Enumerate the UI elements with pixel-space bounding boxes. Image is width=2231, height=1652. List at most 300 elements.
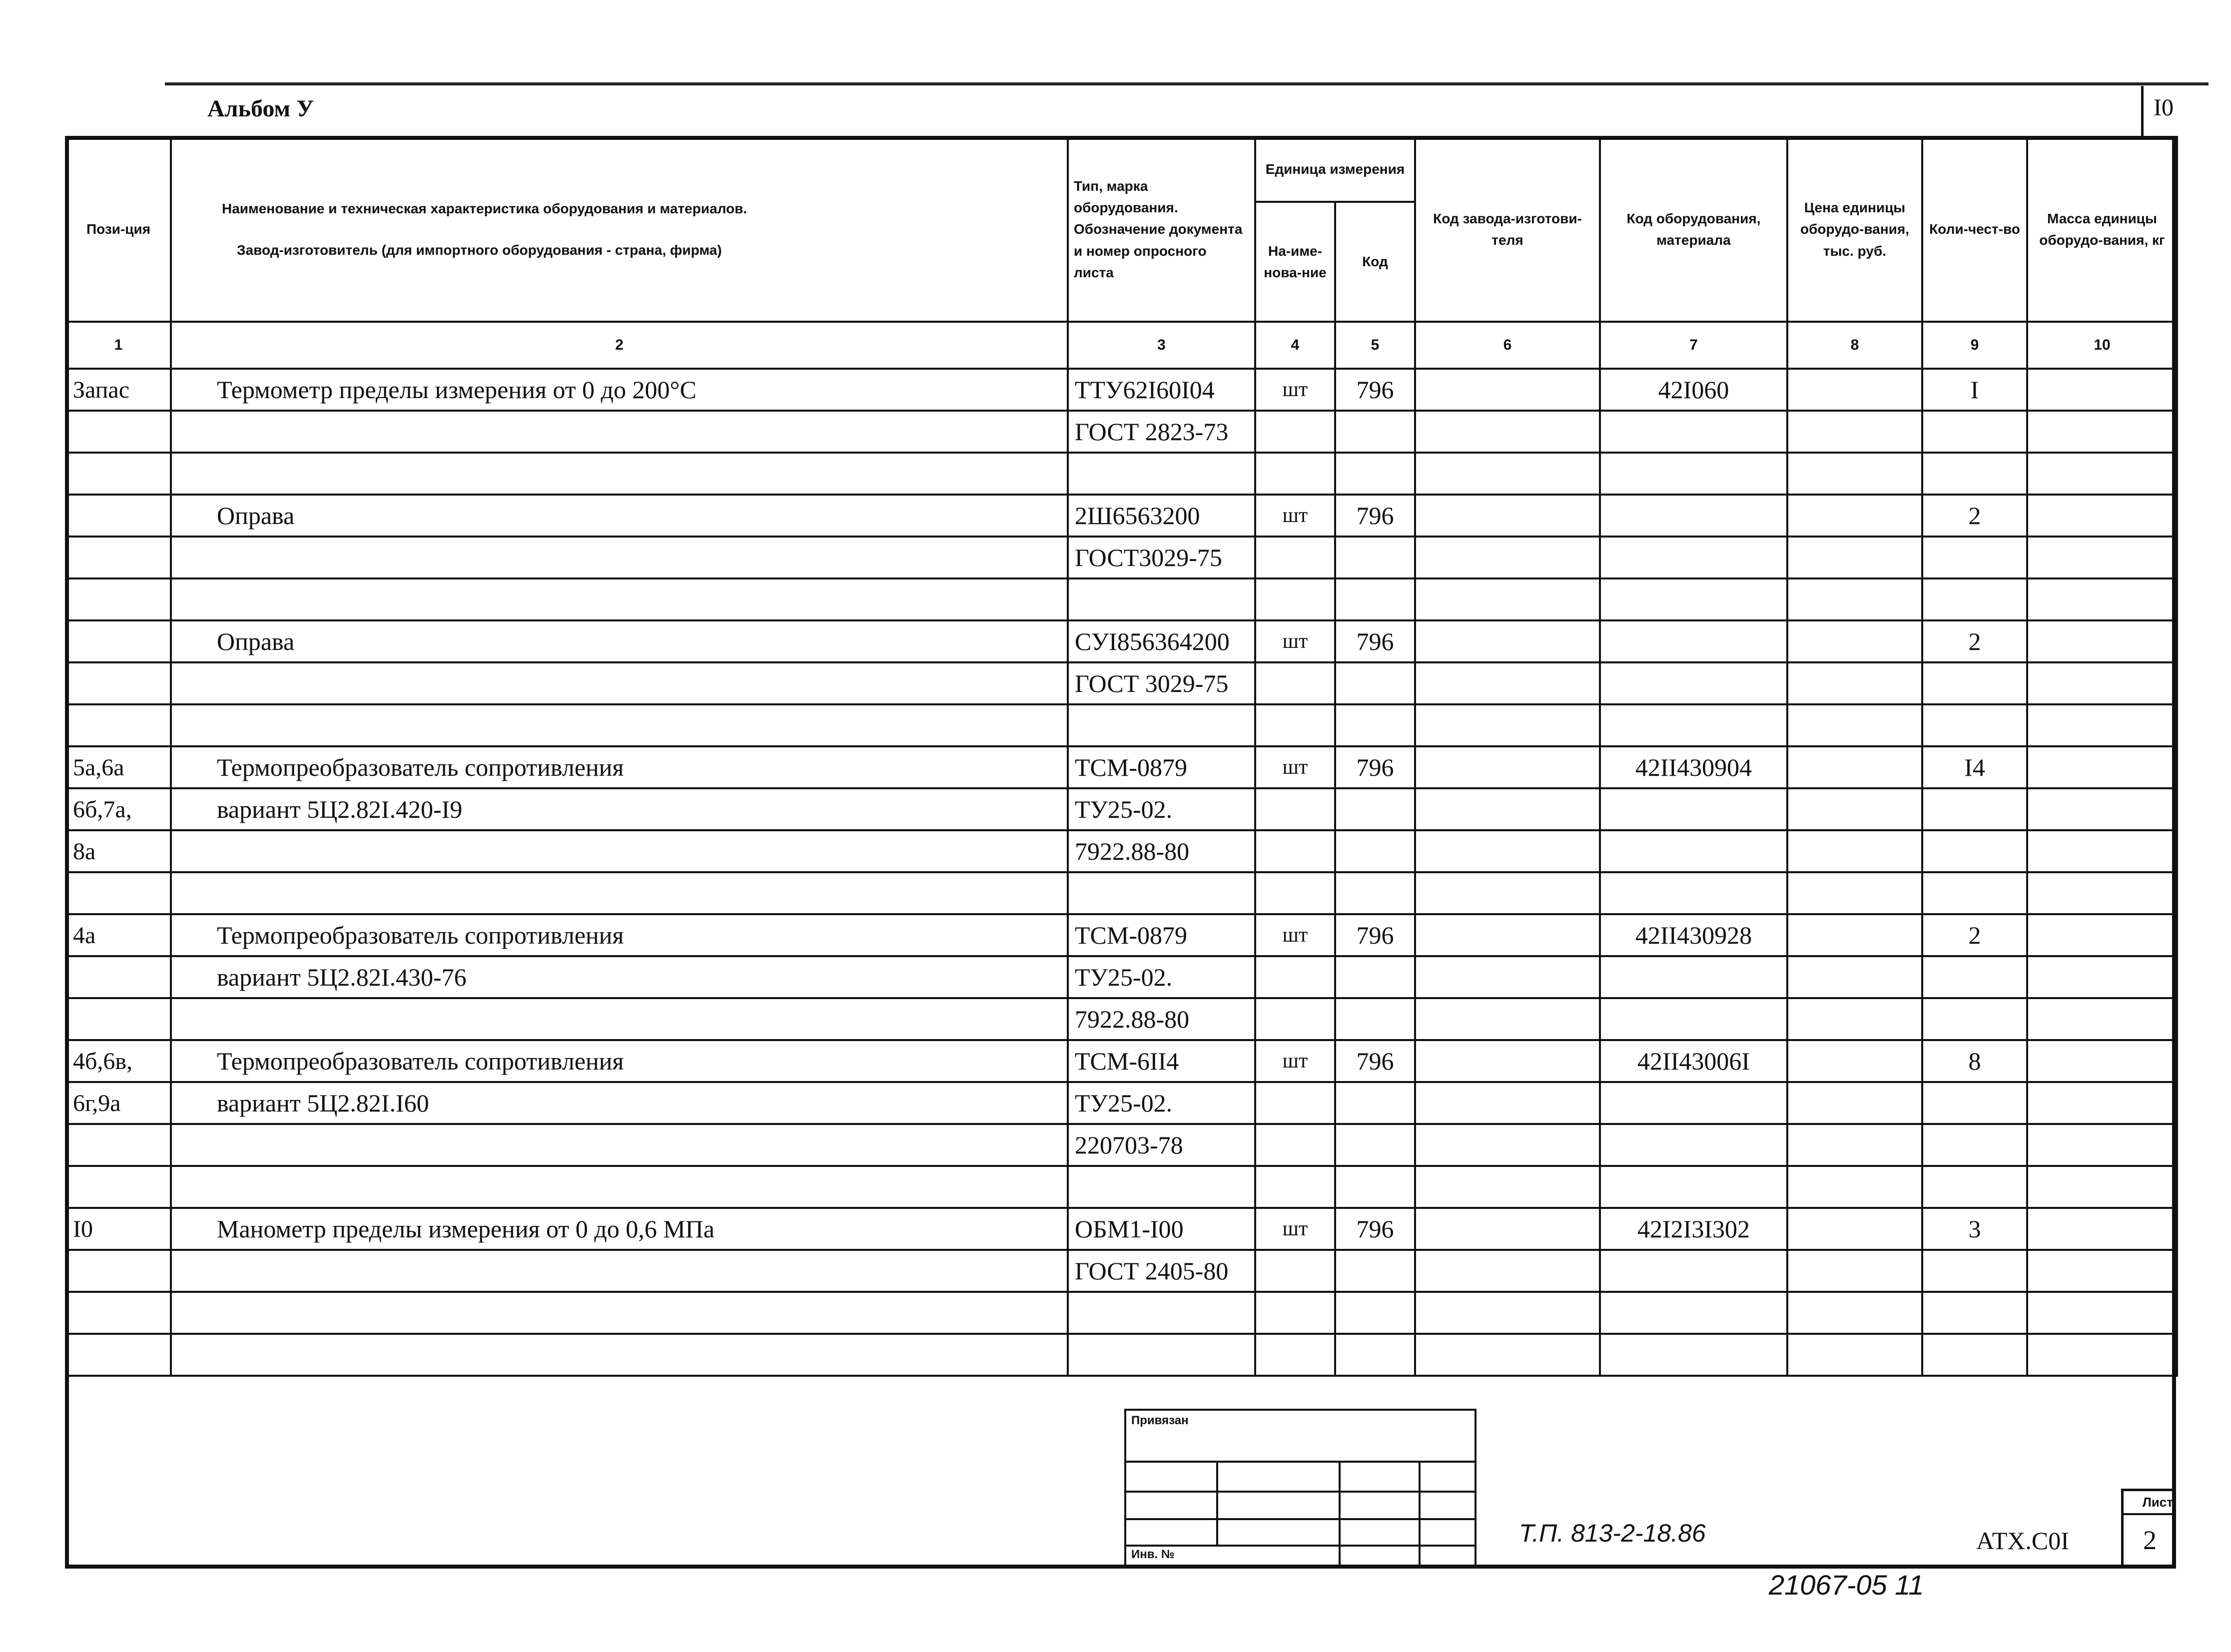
- row-name: Оправа: [171, 620, 1068, 662]
- stamp-rule: [1339, 1461, 1341, 1567]
- row-unit-code: [1335, 1166, 1415, 1208]
- stamp-rule: [1126, 1545, 1475, 1547]
- row-unit-code: 796: [1335, 1208, 1415, 1250]
- document-designation: АТХ.С0I: [1976, 1527, 2069, 1555]
- row-maker-code: [1415, 872, 1600, 914]
- table-row: [66, 998, 2177, 1040]
- row-position: [66, 662, 171, 704]
- row-mass: [2027, 1040, 2177, 1082]
- row-maker-code: [1415, 411, 1600, 453]
- row-name: Термопреобразователь сопротивления: [171, 1040, 1068, 1082]
- row-mass: [2027, 1166, 2177, 1208]
- row-equipment-code: [1600, 998, 1787, 1040]
- row-unit: [1255, 1250, 1335, 1292]
- row-unit-code: [1335, 1124, 1415, 1166]
- row-equipment-code: 42II430928: [1600, 914, 1787, 956]
- table-row: [66, 662, 2177, 704]
- row-equipment-code: [1600, 495, 1787, 537]
- row-mass: [2027, 1208, 2177, 1250]
- row-maker-code: [1415, 453, 1600, 495]
- row-maker-code: [1415, 1124, 1600, 1166]
- table-row: [66, 1292, 2177, 1334]
- header-price: Цена единицы оборудо-вания, тыс. руб.: [1787, 137, 1922, 322]
- column-number: 6: [1415, 322, 1600, 369]
- row-position: [66, 872, 171, 914]
- row-position: 4а: [66, 914, 171, 956]
- column-number: 8: [1787, 322, 1922, 369]
- row-position: [66, 1124, 171, 1166]
- row-price: [1787, 998, 1922, 1040]
- row-unit-code: [1335, 1292, 1415, 1334]
- row-unit-code: [1335, 956, 1415, 998]
- row-type: ТСМ-0879: [1068, 914, 1255, 956]
- row-price: [1787, 495, 1922, 537]
- row-maker-code: [1415, 788, 1600, 830]
- row-position: [66, 1166, 171, 1208]
- row-unit: [1255, 537, 1335, 578]
- row-equipment-code: [1600, 1166, 1787, 1208]
- row-unit-code: 796: [1335, 369, 1415, 411]
- row-type: [1068, 578, 1255, 620]
- album-label: Альбом У: [207, 95, 314, 122]
- top-rule: [165, 82, 2209, 85]
- row-name: Оправа: [171, 495, 1068, 537]
- row-price: [1787, 1082, 1922, 1124]
- row-name: [171, 453, 1068, 495]
- row-unit-code: [1335, 704, 1415, 746]
- row-equipment-code: [1600, 830, 1787, 872]
- row-type: [1068, 453, 1255, 495]
- row-position: [66, 578, 171, 620]
- row-unit-code: [1335, 537, 1415, 578]
- row-quantity: 2: [1922, 495, 2027, 537]
- row-unit: [1255, 788, 1335, 830]
- header-unit-group: Единица измерения: [1255, 137, 1415, 202]
- row-unit: шт: [1255, 746, 1335, 788]
- row-mass: [2027, 704, 2177, 746]
- sheet-label: Лист: [2124, 1491, 2176, 1515]
- row-maker-code: [1415, 704, 1600, 746]
- row-quantity: [1922, 662, 2027, 704]
- row-mass: [2027, 830, 2177, 872]
- table-row: [66, 788, 2177, 830]
- row-name: [171, 578, 1068, 620]
- row-name: вариант 5Ц2.82I.430-76: [171, 956, 1068, 998]
- row-quantity: [1922, 1166, 2027, 1208]
- header-name-line1: Наименование и техническая характеристика оборудования и материалов.: [222, 200, 747, 216]
- column-number: 4: [1255, 322, 1335, 369]
- table-row: [66, 537, 2177, 578]
- row-unit: шт: [1255, 914, 1335, 956]
- table-row: [66, 956, 2177, 998]
- row-unit: [1255, 1082, 1335, 1124]
- row-mass: [2027, 495, 2177, 537]
- row-price: [1787, 453, 1922, 495]
- table-row: [66, 1082, 2177, 1124]
- row-maker-code: [1415, 1292, 1600, 1334]
- row-quantity: [1922, 1250, 2027, 1292]
- row-type: [1068, 872, 1255, 914]
- row-maker-code: [1415, 1040, 1600, 1082]
- row-equipment-code: [1600, 704, 1787, 746]
- row-position: 4б,6в,: [66, 1040, 171, 1082]
- row-price: [1787, 1208, 1922, 1250]
- column-number: 10: [2027, 322, 2177, 369]
- row-price: [1787, 411, 1922, 453]
- row-maker-code: [1415, 830, 1600, 872]
- row-position: [66, 537, 171, 578]
- row-mass: [2027, 872, 2177, 914]
- table-row: [66, 369, 2177, 411]
- row-equipment-code: 42I2I3I302: [1600, 1208, 1787, 1250]
- row-quantity: [1922, 1124, 2027, 1166]
- table-row: [66, 1124, 2177, 1166]
- document-number: Т.П. 813-2-18.86: [1519, 1519, 1706, 1547]
- column-number: 5: [1335, 322, 1415, 369]
- row-maker-code: [1415, 537, 1600, 578]
- column-number: 2: [171, 322, 1068, 369]
- row-position: [66, 411, 171, 453]
- row-mass: [2027, 620, 2177, 662]
- row-unit: шт: [1255, 1040, 1335, 1082]
- row-type: ГОСТ 3029-75: [1068, 662, 1255, 704]
- row-quantity: [1922, 704, 2027, 746]
- row-position: I0: [66, 1208, 171, 1250]
- row-equipment-code: 42II43006I: [1600, 1040, 1787, 1082]
- header-mass: Масса единицы оборудо-вания, кг: [2027, 137, 2177, 322]
- row-position: [66, 998, 171, 1040]
- row-position: 8а: [66, 830, 171, 872]
- row-mass: [2027, 1124, 2177, 1166]
- row-type: 2Ш6563200: [1068, 495, 1255, 537]
- row-quantity: 2: [1922, 620, 2027, 662]
- row-type: СУI856364200: [1068, 620, 1255, 662]
- row-price: [1787, 578, 1922, 620]
- row-mass: [2027, 578, 2177, 620]
- row-name: [171, 1166, 1068, 1208]
- row-equipment-code: [1600, 411, 1787, 453]
- row-quantity: [1922, 1292, 2027, 1334]
- row-name: [171, 704, 1068, 746]
- row-mass: [2027, 1292, 2177, 1334]
- row-type: 7922.88-80: [1068, 998, 1255, 1040]
- row-unit-code: [1335, 830, 1415, 872]
- row-position: 6б,7а,: [66, 788, 171, 830]
- row-unit-code: 796: [1335, 1040, 1415, 1082]
- header-unit-code: Код: [1335, 202, 1415, 322]
- header-equipment-code: Код оборудования, материала: [1600, 137, 1787, 322]
- row-unit-code: [1335, 1250, 1415, 1292]
- header-name: [171, 137, 1068, 322]
- table-row: [66, 1040, 2177, 1082]
- row-unit: [1255, 453, 1335, 495]
- row-maker-code: [1415, 1082, 1600, 1124]
- row-position: [66, 620, 171, 662]
- row-equipment-code: [1600, 620, 1787, 662]
- stamp-rule: [1216, 1461, 1218, 1545]
- row-unit: [1255, 1334, 1335, 1376]
- row-equipment-code: [1600, 537, 1787, 578]
- row-unit-code: 796: [1335, 495, 1415, 537]
- row-price: [1787, 788, 1922, 830]
- row-unit-code: [1335, 453, 1415, 495]
- row-maker-code: [1415, 1250, 1600, 1292]
- row-type: ОБМ1-I00: [1068, 1208, 1255, 1250]
- header-position: Пози-ция: [66, 137, 171, 322]
- table-row: [66, 578, 2177, 620]
- row-quantity: [1922, 998, 2027, 1040]
- row-unit-code: [1335, 1082, 1415, 1124]
- row-unit: шт: [1255, 1208, 1335, 1250]
- row-mass: [2027, 788, 2177, 830]
- row-quantity: [1922, 788, 2027, 830]
- row-mass: [2027, 914, 2177, 956]
- row-equipment-code: 42I060: [1600, 369, 1787, 411]
- row-position: 6г,9а: [66, 1082, 171, 1124]
- table-row: [66, 411, 2177, 453]
- row-unit: шт: [1255, 495, 1335, 537]
- row-position: [66, 453, 171, 495]
- sheet-number-box: [2121, 1489, 2176, 1568]
- header-type: Тип, марка оборудования. Обозначение документа и номер опросного листа: [1068, 137, 1255, 322]
- column-number: 9: [1922, 322, 2027, 369]
- row-type: ТСМ-6II4: [1068, 1040, 1255, 1082]
- row-name: [171, 872, 1068, 914]
- header-quantity: Коли-чест-во: [1922, 137, 2027, 322]
- row-unit-code: 796: [1335, 620, 1415, 662]
- row-equipment-code: [1600, 578, 1787, 620]
- row-position: [66, 495, 171, 537]
- row-quantity: 2: [1922, 914, 2027, 956]
- table-row: [66, 1208, 2177, 1250]
- row-type: ГОСТ3029-75: [1068, 537, 1255, 578]
- row-mass: [2027, 411, 2177, 453]
- table-row: [66, 620, 2177, 662]
- row-unit-code: [1335, 872, 1415, 914]
- row-name: вариант 5Ц2.82I.420-I9: [171, 788, 1068, 830]
- row-unit-code: [1335, 578, 1415, 620]
- row-mass: [2027, 1082, 2177, 1124]
- row-quantity: [1922, 537, 2027, 578]
- row-position: [66, 1334, 171, 1376]
- equipment-specification-table: [65, 136, 2178, 1377]
- row-unit: [1255, 704, 1335, 746]
- page-number-box: [2141, 86, 2184, 136]
- row-quantity: [1922, 453, 2027, 495]
- row-mass: [2027, 746, 2177, 788]
- row-maker-code: [1415, 746, 1600, 788]
- row-name: Термопреобразователь сопротивления: [171, 914, 1068, 956]
- row-price: [1787, 1166, 1922, 1208]
- row-equipment-code: [1600, 453, 1787, 495]
- row-maker-code: [1415, 956, 1600, 998]
- row-unit-code: [1335, 998, 1415, 1040]
- row-mass: [2027, 1334, 2177, 1376]
- stamp-rule: [1126, 1518, 1475, 1520]
- header-maker-code: Код завода-изготови-теля: [1415, 137, 1600, 322]
- row-name: Термопреобразователь сопротивления: [171, 746, 1068, 788]
- row-name: [171, 1124, 1068, 1166]
- row-position: Запас: [66, 369, 171, 411]
- row-unit-code: [1335, 662, 1415, 704]
- row-maker-code: [1415, 1334, 1600, 1376]
- row-mass: [2027, 956, 2177, 998]
- row-price: [1787, 914, 1922, 956]
- row-unit-code: 796: [1335, 746, 1415, 788]
- row-unit: [1255, 830, 1335, 872]
- row-position: [66, 704, 171, 746]
- column-number: 3: [1068, 322, 1255, 369]
- row-quantity: [1922, 578, 2027, 620]
- row-unit: [1255, 998, 1335, 1040]
- row-type: ГОСТ 2405-80: [1068, 1250, 1255, 1292]
- row-equipment-code: [1600, 1082, 1787, 1124]
- row-name: [171, 1250, 1068, 1292]
- row-position: [66, 1292, 171, 1334]
- row-price: [1787, 1334, 1922, 1376]
- row-price: [1787, 662, 1922, 704]
- row-unit: [1255, 411, 1335, 453]
- row-name: вариант 5Ц2.82I.I60: [171, 1082, 1068, 1124]
- stamp-inventory-label: Инв. №: [1131, 1548, 1175, 1561]
- row-equipment-code: [1600, 1250, 1787, 1292]
- row-mass: [2027, 662, 2177, 704]
- row-maker-code: [1415, 495, 1600, 537]
- row-name: Манометр пределы измерения от 0 до 0,6 МПа: [171, 1208, 1068, 1250]
- row-price: [1787, 620, 1922, 662]
- stamp-rule: [1126, 1491, 1475, 1493]
- row-price: [1787, 872, 1922, 914]
- table-row: [66, 495, 2177, 537]
- row-name: [171, 411, 1068, 453]
- row-position: 5а,6а: [66, 746, 171, 788]
- table-row: [66, 1334, 2177, 1376]
- table-row: [66, 746, 2177, 788]
- row-mass: [2027, 998, 2177, 1040]
- row-name: [171, 998, 1068, 1040]
- row-position: [66, 1250, 171, 1292]
- row-quantity: [1922, 411, 2027, 453]
- row-unit: шт: [1255, 620, 1335, 662]
- row-type: [1068, 1334, 1255, 1376]
- table-row: [66, 704, 2177, 746]
- row-price: [1787, 1040, 1922, 1082]
- row-equipment-code: [1600, 788, 1787, 830]
- header-unit-name: На-име-нова-ние: [1255, 202, 1335, 322]
- row-unit: шт: [1255, 369, 1335, 411]
- stamp-attached-label: Привязан: [1131, 1414, 1189, 1427]
- row-quantity: [1922, 956, 2027, 998]
- attachment-stamp: [1124, 1409, 1477, 1569]
- table-row: [66, 1250, 2177, 1292]
- row-quantity: 8: [1922, 1040, 2027, 1082]
- row-type: ТУ25-02.: [1068, 956, 1255, 998]
- row-name: Термометр пределы измерения от 0 до 200°С: [171, 369, 1068, 411]
- row-unit: [1255, 872, 1335, 914]
- row-quantity: [1922, 830, 2027, 872]
- row-type: ТСМ-0879: [1068, 746, 1255, 788]
- row-quantity: 3: [1922, 1208, 2027, 1250]
- row-type: [1068, 1292, 1255, 1334]
- row-price: [1787, 830, 1922, 872]
- row-price: [1787, 537, 1922, 578]
- row-name: [171, 537, 1068, 578]
- row-price: [1787, 956, 1922, 998]
- column-number: 1: [66, 322, 171, 369]
- row-name: [171, 662, 1068, 704]
- row-type: 7922.88-80: [1068, 830, 1255, 872]
- row-maker-code: [1415, 914, 1600, 956]
- row-maker-code: [1415, 578, 1600, 620]
- row-type: [1068, 704, 1255, 746]
- row-quantity: I4: [1922, 746, 2027, 788]
- row-price: [1787, 1292, 1922, 1334]
- row-mass: [2027, 1250, 2177, 1292]
- row-maker-code: [1415, 1166, 1600, 1208]
- row-price: [1787, 704, 1922, 746]
- row-type: ТТУ62I60I04: [1068, 369, 1255, 411]
- table-row: [66, 872, 2177, 914]
- row-position: [66, 956, 171, 998]
- row-unit: [1255, 578, 1335, 620]
- row-type: ТУ25-02.: [1068, 1082, 1255, 1124]
- row-name: [171, 830, 1068, 872]
- row-price: [1787, 1124, 1922, 1166]
- row-type: ТУ25-02.: [1068, 788, 1255, 830]
- row-equipment-code: [1600, 872, 1787, 914]
- row-unit-code: [1335, 1334, 1415, 1376]
- column-number: 7: [1600, 322, 1787, 369]
- column-number-row: [66, 322, 2177, 369]
- row-name: [171, 1292, 1068, 1334]
- row-unit: [1255, 1124, 1335, 1166]
- row-equipment-code: [1600, 1292, 1787, 1334]
- header-name-line2: Завод-изготовитель (для импортного оборудования - страна, фирма): [237, 242, 722, 258]
- row-unit: [1255, 1292, 1335, 1334]
- table-row: [66, 914, 2177, 956]
- row-maker-code: [1415, 998, 1600, 1040]
- stamp-rule: [1126, 1461, 1475, 1463]
- title-block-rule: [1477, 1565, 2176, 1568]
- row-unit-code: [1335, 411, 1415, 453]
- handwritten-archive-number: 21067-05 11: [1769, 1569, 1924, 1601]
- table-row: [66, 1166, 2177, 1208]
- row-unit-code: 796: [1335, 914, 1415, 956]
- row-equipment-code: [1600, 1334, 1787, 1376]
- row-unit: [1255, 956, 1335, 998]
- sheet-number: 2: [2143, 1525, 2157, 1555]
- row-type: [1068, 1166, 1255, 1208]
- table-row: [66, 830, 2177, 872]
- row-price: [1787, 746, 1922, 788]
- row-mass: [2027, 537, 2177, 578]
- row-maker-code: [1415, 662, 1600, 704]
- row-maker-code: [1415, 369, 1600, 411]
- row-price: [1787, 1250, 1922, 1292]
- row-equipment-code: [1600, 956, 1787, 998]
- row-equipment-code: [1600, 662, 1787, 704]
- row-mass: [2027, 369, 2177, 411]
- table-row: [66, 453, 2177, 495]
- row-maker-code: [1415, 1208, 1600, 1250]
- row-type: ГОСТ 2823-73: [1068, 411, 1255, 453]
- row-unit: [1255, 662, 1335, 704]
- row-price: [1787, 369, 1922, 411]
- table-body: [66, 369, 2177, 1376]
- page-number: I0: [2154, 94, 2174, 121]
- row-type: 220703-78: [1068, 1124, 1255, 1166]
- row-unit: [1255, 1166, 1335, 1208]
